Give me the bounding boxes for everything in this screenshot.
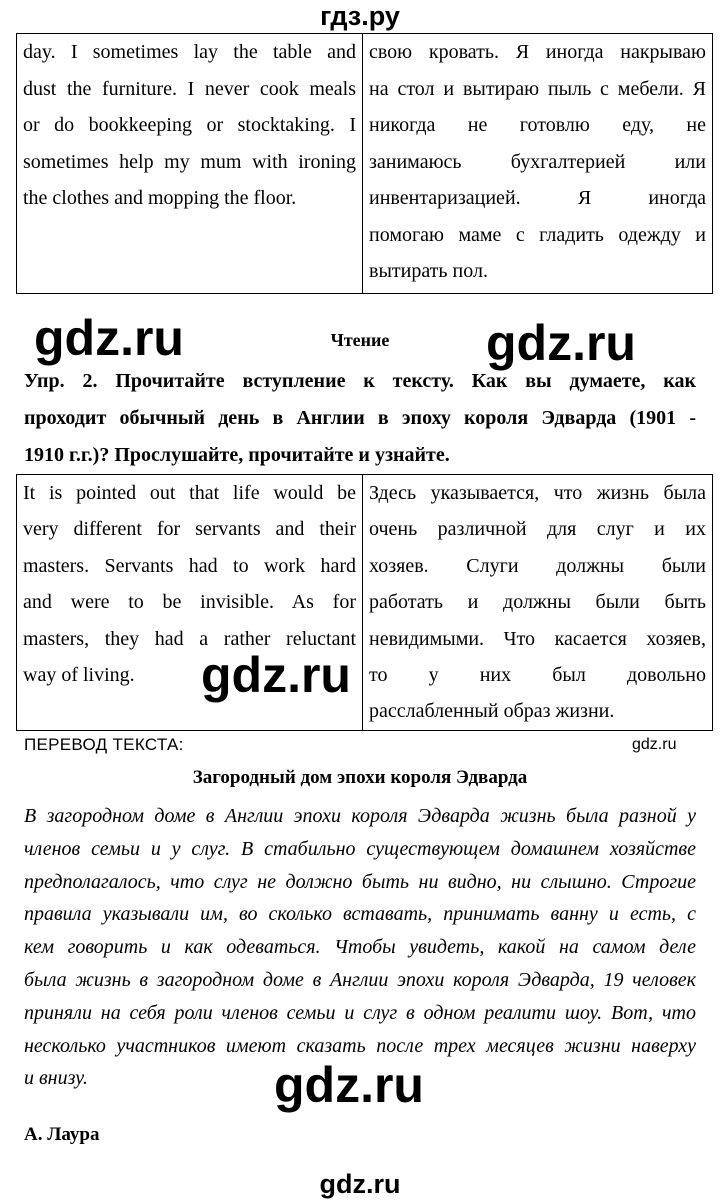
text-line: расслабленный образ жизни. — [369, 700, 615, 723]
text-line: 1910 г.г.)? Прослушайте, прочитайте и узнайте. — [24, 444, 450, 466]
subsection-title: A. Лаура — [24, 1124, 100, 1145]
text-line: правила указывали им, во сколько вставать, принимать ванну и есть, с — [24, 903, 696, 926]
text-line: В загородном доме в Англии эпохи короля Эдварда жизнь была разной у — [24, 805, 696, 827]
text-line: работать и должны были быть — [369, 591, 706, 614]
text-line: свою кровать. Я иногда накрываю — [369, 41, 706, 63]
text-line: masters. Servants had to work hard — [23, 554, 356, 577]
text-heading: Загородный дом эпохи короля Эдварда — [192, 767, 528, 788]
text-line: была жизнь в загородном доме в Англии эпохи короля Эдварда, 19 человек — [24, 968, 696, 991]
text-line: dust the furniture. I never cook meals — [23, 77, 356, 100]
text-line: предполагалось, что слуг не должно быть ни видно, ни слышно. Строгие — [24, 870, 696, 893]
english-text-cell — [17, 34, 363, 294]
translation-label: ПЕРЕВОД ТЕКСТА: — [24, 735, 184, 754]
text-line: несколько участников имеют сказать после трех месяцев жизни наверху — [24, 1034, 696, 1057]
text-line: day. I sometimes lay the table and — [23, 41, 356, 63]
text-line: на стол и вытираю пыль с мебели. Я — [369, 77, 706, 100]
text-line: вытирать пол. — [369, 260, 488, 282]
text-line: кем говорить и как одеваться. Чтобы увидеть, какой на самом деле — [24, 936, 696, 959]
text-line: very different for servants and their — [23, 518, 356, 541]
text-line: Упр. 2. Прочитайте вступление к тексту. Как вы думаете, как — [24, 370, 696, 392]
text-line: sometimes help my mum with ironing — [23, 150, 356, 173]
text-line: занимаюсь бухгалтерией или — [369, 150, 706, 173]
text-line: и внизу. — [24, 1067, 88, 1090]
text-line: членов семьи и у слуг. В стабильно существующем домашнем хозяйстве — [24, 837, 696, 860]
text-line: and were to be invisible. As for — [23, 591, 356, 614]
text-line: way of living. — [23, 664, 135, 687]
translation-body — [24, 800, 696, 1095]
site-footer: gdz.ru — [319, 1169, 401, 1199]
translation-table-1 — [16, 33, 713, 294]
text-line: It is pointed out that life would be — [23, 482, 356, 504]
text-line: инвентаризацией. Я иногда — [369, 187, 706, 209]
watermark: gdz.ru — [197, 650, 355, 700]
text-line: невидимыми. Что касается хозяев, — [369, 627, 706, 650]
text-line: проходит обычный день в Англии в эпоху короля Эдварда (1901 - — [24, 407, 696, 429]
russian-text-cell — [363, 34, 713, 294]
text-line: приняли на себя роли членов семьи и слуг в одном реалити шоу. Вот, что — [24, 1001, 696, 1024]
text-line: masters, they had a rather reluctant — [23, 627, 356, 650]
text-line: хозяев. Слуги должны были — [369, 554, 706, 577]
text-line: the clothes and mopping the floor. — [23, 187, 297, 209]
site-header: гдз.ру — [320, 1, 400, 31]
watermark-small: gdz.ru — [632, 736, 677, 753]
text-line: очень различной для слуг и их — [369, 518, 706, 541]
text-line: Здесь указывается, что жизнь была — [369, 482, 706, 504]
text-line: то у них был довольно — [369, 664, 706, 687]
watermark: gdz.ru — [486, 315, 636, 371]
section-title: Чтение — [330, 330, 390, 350]
text-line: or do bookkeeping or stocktaking. I — [23, 114, 356, 136]
watermark: gdz.ru — [34, 310, 184, 366]
russian-text-cell — [363, 475, 713, 731]
translation-table-2 — [16, 474, 713, 731]
text-line: никогда не готовлю еду, не — [369, 114, 706, 136]
text-line: помогаю маме с гладить одежду и — [369, 223, 706, 246]
watermark: gdz.ru — [274, 1057, 424, 1113]
exercise-instruction — [24, 363, 696, 474]
